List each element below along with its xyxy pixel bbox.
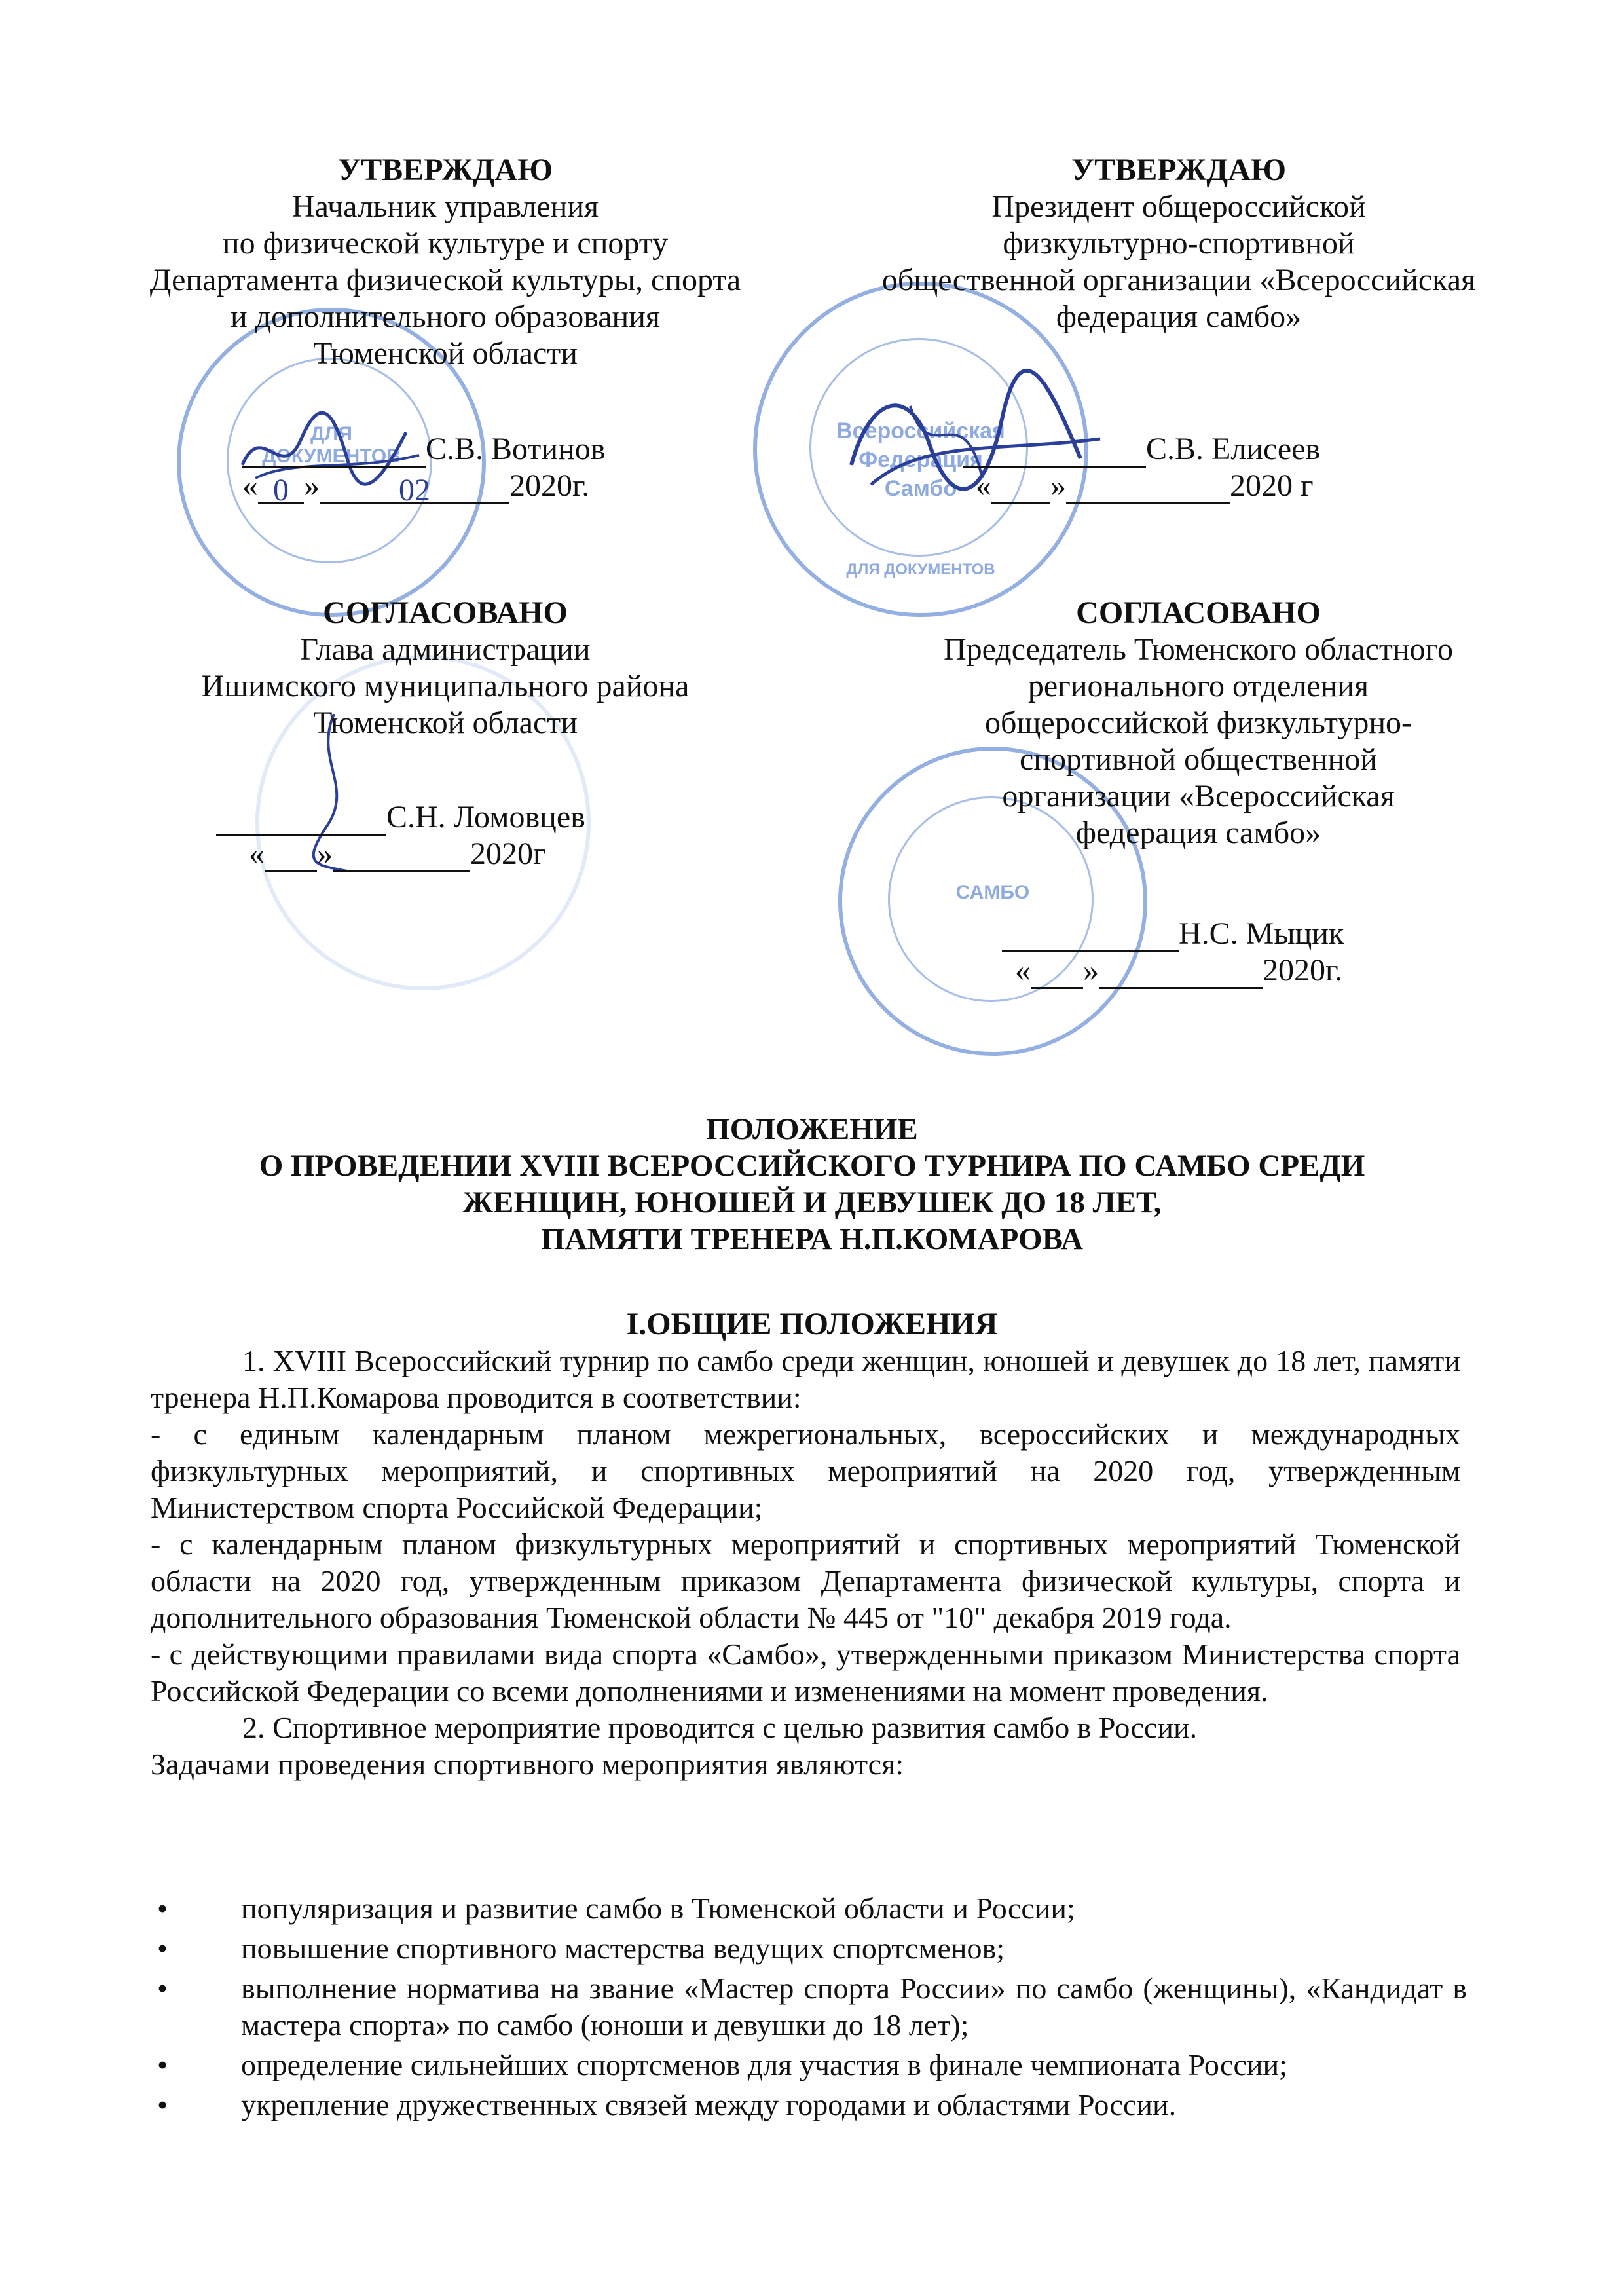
date-row-right-top: « » 2020 г: [976, 468, 1314, 503]
paragraph: 2. Спортивное мероприятие проводится с целью развития самбо в России.: [242, 1711, 1198, 1744]
paragraph: - с календарным планом физкультурных мероприятий и спортивных мероприятий Тюменской области на 2020 год, утвержденным приказом Департамента физической культуры, спорта и дополнительного образования Тюменской области № 445 от "10" декабря 2019 года.: [151, 1527, 1460, 1634]
date-row-left-bottom: « » 2020г: [249, 836, 546, 871]
stamp-right-top-text: Всероссийская Федерация Самбо: [836, 419, 1005, 501]
approval-left-top: [98, 152, 792, 372]
approval-line: Начальник управления: [291, 189, 599, 224]
bullet-icon: •: [157, 1931, 168, 1965]
approval-line: физкультурно-спортивной: [1003, 226, 1355, 261]
approval-heading: УТВЕРЖДАЮ: [337, 153, 553, 187]
list-item: • популяризация и развитие самбо в Тюменской области и России;: [151, 1890, 1467, 1927]
section-heading: I.ОБЩИЕ ПОЛОЖЕНИЯ: [626, 1307, 998, 1341]
approval-line: Ишимского муниципального района: [201, 669, 690, 703]
approval-line: федерация самбо»: [1056, 299, 1302, 334]
signer-name: С.В. Елисеев: [1146, 432, 1321, 466]
date-row-left-top: « 0 » 02 2020г.: [242, 468, 590, 508]
approval-line: Президент общероссийской: [991, 189, 1366, 224]
signer-name: Н.С. Мыцик: [1179, 916, 1344, 951]
paragraph: 1. XVIII Всероссийский турнир по самбо среди женщин, юношей и девушек до 18 лет, памяти тренера Н.П.Комарова проводится в соответствии:: [151, 1344, 1460, 1414]
signer-name: С.Н. Ломовцев: [386, 800, 585, 834]
approval-line: спортивной общественной: [1020, 742, 1377, 777]
approval-line: Глава администрации: [300, 632, 591, 667]
approval-line: общественной организации «Всероссийская: [881, 263, 1476, 297]
paragraph: - с единым календарным планом межрегиональных, всероссийских и международных физкультурных мероприятий, и спортивных мероприятий на 2020 год, утвержденным Министерством спорта Российской Федерации;: [151, 1417, 1460, 1524]
list-item: • определение сильнейших спортсменов для участия в финале чемпионата России;: [151, 2047, 1467, 2083]
bullet-icon: •: [157, 2088, 168, 2121]
approval-line: по физической культуре и спорту: [222, 226, 669, 261]
bullet-icon: •: [157, 1892, 168, 1925]
title-line: ПАМЯТИ ТРЕНЕРА Н.П.КОМАРОВА: [541, 1222, 1083, 1256]
bullet-icon: •: [157, 2048, 168, 2081]
signature-row-mytsik: [1002, 916, 1460, 952]
document-title: [0, 1111, 1624, 1258]
approval-heading: СОГЛАСОВАНО: [1076, 595, 1321, 630]
signature-row-eliseev: [963, 431, 1421, 468]
stamp-right-top-bottom: ДЛЯ ДОКУМЕНТОВ: [846, 561, 995, 578]
stamp-left-top-text: ДЛЯ ДОКУМЕНТОВ: [262, 423, 401, 467]
paragraph: Задачами проведения спортивного мероприятия являются:: [151, 1747, 904, 1781]
stamp-right-bottom-text: САМБО: [955, 882, 1030, 903]
title-line: ЖЕНЩИН, ЮНОШЕЙ И ДЕВУШЕК ДО 18 ЛЕТ,: [462, 1185, 1162, 1220]
task-list: [151, 1890, 1467, 2127]
approval-right-bottom: [851, 595, 1545, 851]
bullet-icon: •: [157, 1971, 168, 2005]
list-item: • выполнение норматива на звание «Мастер спорта России» по самбо (женщины), «Кандидат в мастера спорта» по самбо (юноши и девушки до 18 лет);: [157, 1971, 1467, 2042]
approval-line: и дополнительного образования: [231, 299, 660, 334]
signature-row-votinov: [242, 431, 701, 468]
signer-name: С.В. Вотинов: [426, 432, 606, 466]
list-item: • укрепление дружественных связей между городами и областями России.: [151, 2087, 1467, 2123]
approval-line: организации «Всероссийская: [1002, 779, 1395, 813]
approval-right-top: [812, 152, 1545, 335]
section-body: [151, 1343, 1460, 1783]
list-item: • повышение спортивного мастерства ведущих спортсменов;: [151, 1930, 1467, 1967]
title-line: ПОЛОЖЕНИЕ: [706, 1112, 918, 1146]
approval-heading: СОГЛАСОВАНО: [323, 595, 568, 630]
approval-line: Тюменской области: [313, 336, 578, 371]
approval-line: федерация самбо»: [1075, 815, 1321, 850]
approval-line: регионального отделения: [1027, 669, 1369, 703]
paragraph: - с действующими правилами вида спорта «Самбо», утвержденными приказом Министерства спорта Российской Федерации со всеми дополнениями и изменениями на момент проведения.: [151, 1637, 1460, 1707]
title-line: О ПРОВЕДЕНИИ XVIII ВСЕРОССИЙСКОГО ТУРНИРА ПО САМБО СРЕДИ: [259, 1149, 1365, 1183]
approval-heading: УТВЕРЖДАЮ: [1071, 153, 1287, 187]
approval-left-bottom: [98, 595, 792, 741]
date-row-right-bottom: « » 2020г.: [1015, 953, 1343, 988]
approval-line: общероссийской физкультурно-: [984, 705, 1412, 740]
approval-line: Тюменской области: [313, 705, 578, 740]
signature-row-lomovtsev: [216, 799, 674, 836]
approval-line: Департамента физической культуры, спорта: [149, 263, 741, 297]
approval-line: Председатель Тюменского областного: [943, 632, 1454, 667]
